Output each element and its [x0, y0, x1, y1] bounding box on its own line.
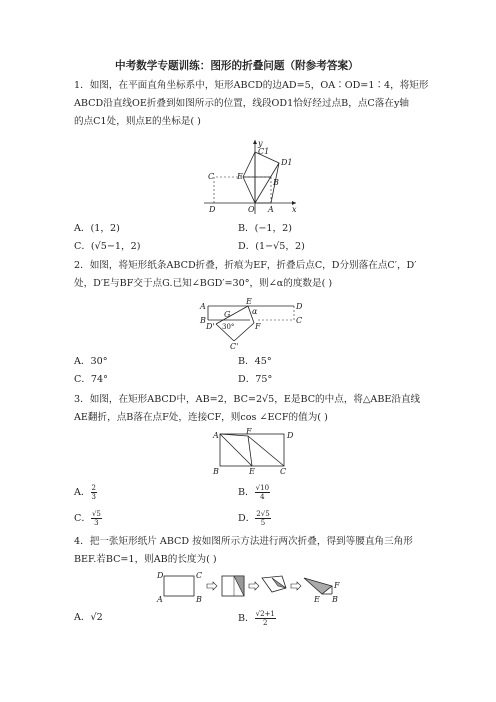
q2-option-b: B．45° — [238, 356, 272, 367]
q4-option-b: B． $\frac{√2+1}{2}$ — [238, 610, 275, 627]
q1-label-c1: C1 — [258, 147, 270, 156]
q4-label-b: B — [196, 595, 202, 604]
q1-label-y: y — [258, 139, 263, 148]
q3-option-c: C． $\frac{√5}{3}$ — [74, 510, 101, 527]
q2-label-e: E — [246, 297, 252, 306]
q4-option-a: A．√2 — [74, 612, 103, 623]
q3-option-a: A． $\frac{2}{3}$ — [74, 484, 96, 501]
q2-label-c-prime: C' — [230, 342, 239, 351]
q2-label-g: G — [224, 310, 231, 319]
q4-label-f: F — [334, 581, 340, 590]
q1-option-d: D．(1−√5，2) — [238, 241, 305, 252]
q2-text-line2: 处，D′E与BF交于点G.已知∠BGD′=30°，则∠α的度数是( ) — [74, 278, 333, 289]
q2-option-a: A．30° — [74, 356, 108, 367]
q2-text-line1: 2．如图，将矩形纸条ABCD折叠，折痕为EF，折叠后点C，D分别落在点C′，D′ — [74, 260, 417, 271]
q1-label-d: D — [209, 205, 216, 214]
page-title: 中考数学专题训练：图形的折叠问题（附参考答案） — [115, 60, 359, 72]
q2-figure — [198, 296, 302, 352]
q1-label-o: O — [248, 205, 255, 214]
q1-text-line2: ABCD沿直线OE折叠到如图所示的位置，线段OD1恰好经过点B，点C落在y轴 — [74, 98, 409, 109]
q2-label-a: A — [200, 302, 206, 311]
q1-label-a: A — [268, 205, 274, 214]
q1-text-line3: 的点C1处，则点E的坐标是( ) — [74, 116, 201, 127]
q2-label-30deg: 30° — [222, 323, 235, 331]
q4-label-b2: B — [332, 595, 338, 604]
q4-label-c: C — [196, 571, 203, 580]
q3-label-c: C — [280, 467, 287, 476]
q2-option-d: D．75° — [238, 374, 273, 385]
q1-option-b: B．(−1，2) — [238, 223, 292, 234]
q2-label-d-prime: D' — [206, 322, 215, 331]
q1-label-b: B — [273, 178, 279, 187]
q2-label-f: F — [255, 322, 261, 331]
q4-label-e: E — [314, 595, 320, 604]
q1-label-x: x — [292, 205, 297, 214]
q3-label-a: A — [213, 431, 219, 440]
q3-label-d: D — [287, 431, 294, 440]
q3-figure — [208, 428, 296, 476]
q3-label-f: F — [246, 428, 252, 436]
q2-label-c: C — [296, 316, 302, 325]
q4-figure — [152, 566, 348, 608]
q1-label-c: C — [208, 172, 215, 181]
q1-label-d1: D1 — [281, 158, 293, 167]
q3-option-d: D． $\frac{2√5}{5}$ — [238, 510, 270, 527]
q1-label-e: E — [237, 172, 243, 181]
q4-text-line1: 4．把一张矩形纸片 ABCD 按如图所示方法进行两次折叠，得到等腰直角三角形 — [74, 536, 413, 547]
q1-text-line1: 1．如图，在平面直角坐标系中，矩形ABCD的边AD=5，OA∶OD=1∶4，将矩形 — [74, 80, 429, 91]
q2-label-d: D — [296, 302, 302, 311]
q1-figure — [200, 136, 300, 216]
q3-text-line2: AE翻折，点B落在点F处，连接CF，则cos ∠ECF的值为( ) — [74, 412, 328, 423]
q3-label-e: E — [249, 467, 255, 476]
q4-text-line2: BEF.若BC=1，则AB的长度为( ) — [74, 554, 217, 565]
q3-label-b: B — [213, 467, 219, 476]
q2-label-b: B — [200, 316, 206, 325]
q3-text-line1: 3．如图，在矩形ABCD中，AB=2，BC=2√5，E是BC的中点，将△ABE沿直线 — [74, 394, 421, 405]
q1-option-a: A．(1，2) — [74, 223, 120, 234]
q4-label-a: A — [157, 595, 163, 604]
q2-option-c: C．74° — [74, 374, 108, 385]
q2-label-alpha: α — [252, 307, 258, 316]
q4-label-d: D — [157, 571, 164, 580]
q1-option-c: C．(√5−1，2) — [74, 241, 141, 252]
q3-option-b: B． $\frac{√10}{4}$ — [238, 484, 270, 501]
